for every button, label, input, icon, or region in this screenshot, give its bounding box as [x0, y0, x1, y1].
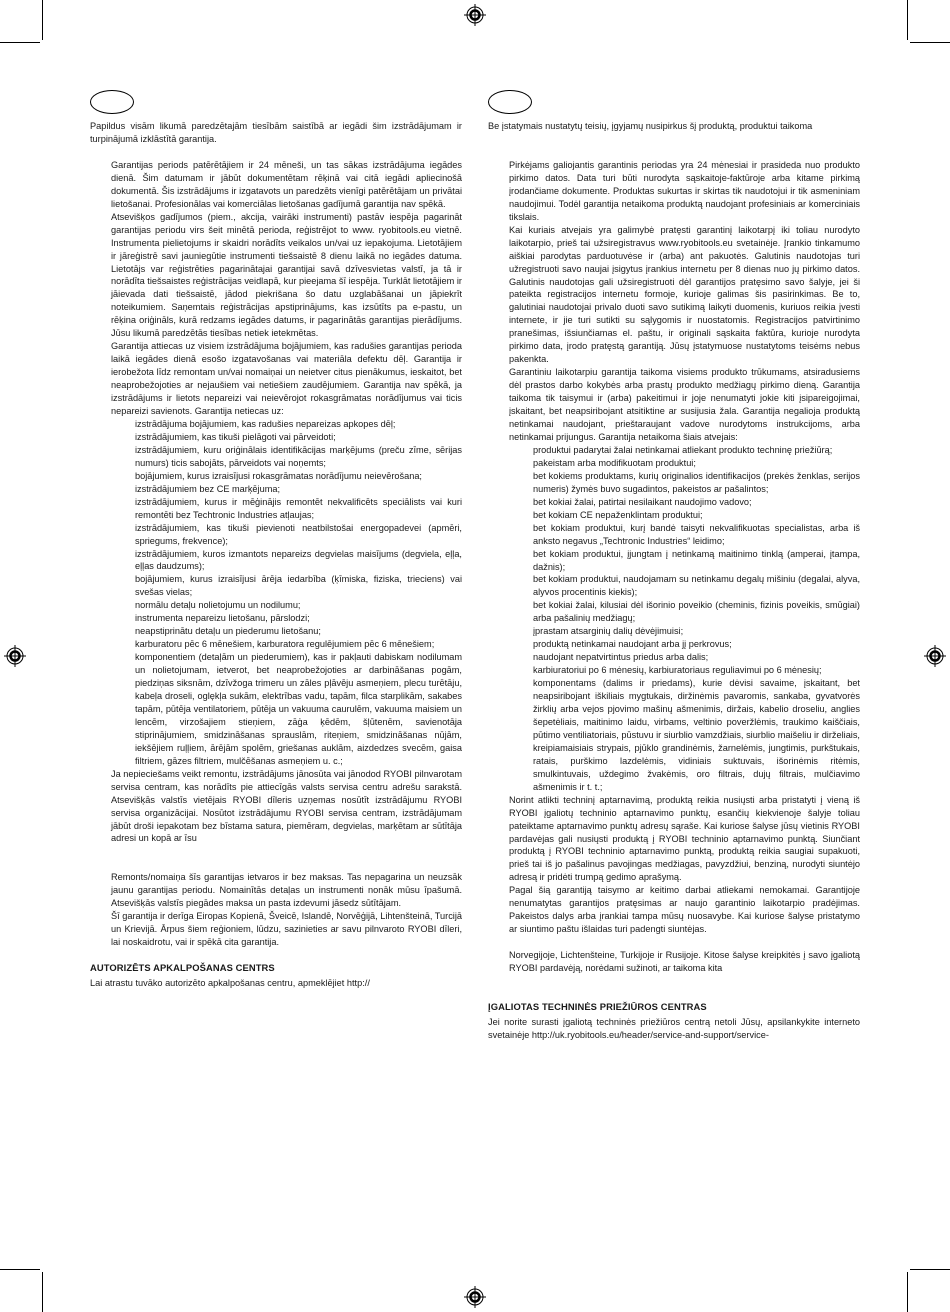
list-item: karbiuratoriui po 6 mėnesių, karbiuratoriaus reguliavimui po 6 mėnesių;: [533, 665, 822, 676]
crop-mark: [0, 1269, 40, 1270]
list-item: instrumenta nepareizu lietošanu, pārslodzi;: [135, 613, 310, 624]
language-badge: [488, 90, 532, 114]
crop-mark: [42, 1272, 43, 1312]
registration-mark-icon: [464, 4, 486, 26]
list-item: bet kokiems produktams, kurių originalios identifikacijos (prekės ženklas, serijos numeris) žymės buvo sugadintos, pakeistos ar pašalintos;: [533, 470, 860, 494]
crop-mark: [42, 0, 43, 40]
warranty-paragraphs: [488, 159, 860, 444]
paragraph: Atsevišķos gadījumos (piem., akcija, vairāki instrumenti) pastāv iespēja pagarināt garantijas periodu virs šeit minētā perioda, reģistrējot to www. ryobitools.eu vietnē. Instrumenta pielietojums ir skaidri norādīts veikalos un/vai uz iepakojuma. Lietotājiem ir jāreģistrē savi jauniegūtie instrumenti tiešsaistē 8 dienu laikā no iegādes datuma. Lietotājs var reģistrēties pagarinātajai garantijai savā dzīvesvietas valstī, ja tā ir norādīta tiešsaistes reģistrācijas veidlapā, kur pieejama šī iespēja. Turklāt lietotājiem ir jāievada dati tiešsaistē, jādod piekrišana šo datu uzglabāšanai un jāpiekrīt noteikumiem. Saņemtais reģistrācijas apstiprinājums, kas izsūtīts pa e-pastu, un rēķina oriģināls, kurā redzams iegādes datums, ir pagarinātās garantijas pierādījums. Jūsu likumā paredzētās tiesības netiek ietekmētas.: [111, 211, 462, 339]
exclusion-list: [90, 418, 462, 768]
service-centre-text: Jei norite surasti įgaliotą techninės priežiūros centrą netoli Jūsų, apsilankykite interneto svetainėje http://uk.ryobitools.eu/header/service-and-support/service-: [488, 1017, 860, 1040]
paragraph: Kai kuriais atvejais yra galimybė pratęsti garantinį laikotarpį iki toliau nurodyto laikotarpio, prieš tai užsiregistravus www.ryobitools.eu svetainėje. Įrankio tinkamumo aiškiai parodytas parduotuvėse ir (arba) ant pakuotės. Galutinis naudotojas turi užregistruoti savo naujai įsigytus įrankius internetu per 8 dienas nuo jų pirkimo datos. Galutinis naudotojas gali užsiregistruoti dėl garantijos pratęsimo savo šalyje, jei ši pateikta registracijos internetu formoje, kurioje galimas šis pasirinkimas. Be to, galutiniai naudotojai privalo duoti savo sutikimą laikyti duomenis, kuriuos reikia įvesti internete, ir jie turi sutikti su sąlygomis ir nuostatomis. Registracijos patvirtinimo pranešimas, išsiunčiamas el. paštu, ir originali sąskaita faktūra, kurioje nurodyta pirkimo data, įrodo pratęstą garantiją. Jūsų įstatymuose nustatytoms teisėms nebus pakenkta.: [509, 224, 860, 365]
list-item: įprastam atsarginių dalių dėvėjimuisi;: [533, 626, 684, 637]
registration-mark-icon: [924, 645, 946, 667]
section-heading: ĮGALIOTAS TECHNINĖS PRIEŽIŪROS CENTRAS: [488, 1001, 707, 1013]
service-paragraphs: [488, 794, 860, 975]
list-item: bojājumiem, kurus izraisījusi rokasgrāmatas norādījumu neievērošana;: [135, 470, 422, 481]
section-heading: AUTORIZĒTS APKALPOŠANAS CENTRS: [90, 962, 275, 974]
intro-text: Be įstatymais nustatytų teisių, įgyjamų nusipirkus šį produktą, produktui taikoma: [488, 121, 813, 131]
list-item: komponentiem (detaļām un piederumiem), kas ir pakļauti dabiskam nodilumam un nolietojumam, ietverot, bet neaprobežojoties ar darbināšanas pogām, piedziņas siksnām, dzīvžoga trimeru un zāles pļāvēju asmeņiem, plecu turētāju, kabeļa droseli, ogle̦kļa sukām, elektrības vadu, tapām, filca starplikām, sakabes tapām, pūtēja ventilatoriem, pūtēja un vakuuma caurulēm, vakuuma maisiem un lencēm, virzošajiem stieņiem, zāģa ķēdēm, šļūtenēm, savienotāja stiprinājumiem, smidzināšanas sprauslām, riteņiem, smidzināšanas nūjām, iekšējiem ruļļiem, ārējām spolēm, griešanas auklām, aizdedzes svecēm, gaisa filtriem, gāzes filtriem, mulčēšanas asmeņiem u. c.;: [135, 652, 462, 766]
list-item: izstrādājumiem, kas tikuši pielāgoti vai pārveidoti;: [135, 431, 336, 442]
list-item: normālu detaļu nolietojumu un nodilumu;: [135, 600, 301, 611]
list-item: bet kokiai žalai, patirtai nesilaikant naudojimo vadovo;: [533, 496, 752, 507]
list-item: bet kokiam CE nepaženklintam produktui;: [533, 509, 703, 520]
paragraph: Pirkėjams galiojantis garantinis periodas yra 24 mėnesiai ir prasideda nuo produkto pirkimo datos. Data turi būti nurodyta sąskaitoje-faktūroje arba kitame pirkimą įrodančiame dokumente. Produktas sukurtas ir skirtas tik naudotojui ir tik asmeniniam naudojimui. Todėl garantija netaikoma produktą naudojant profesiniais ar komerciniais tikslais.: [509, 159, 860, 222]
crop-mark: [0, 42, 40, 43]
list-item: produktą netinkamai naudojant arba jį perkrovus;: [533, 639, 732, 650]
list-item: bet kokiai žalai, kilusiai dėl išorinio poveikio (cheminis, fizinis poveikis, smūgiai) arba pašalinių medžiagų;: [533, 600, 860, 624]
crop-mark: [907, 1272, 908, 1312]
list-item: izstrādājumiem, kuros izmantots nepareizs degvielas maisījums (degviela, eļļa, eļļas daudzums);: [135, 548, 462, 572]
list-item: izstrādājumiem bez CE marķējuma;: [135, 483, 281, 494]
registration-mark-icon: [4, 645, 26, 667]
list-item: izstrādājumiem, kuru oriģinālais identifikācijas marķējums (preču zīme, sērijas numurs) ticis sabojāts, pārveidots vai noņemts;: [135, 444, 462, 468]
list-item: naudojant nepatvirtintus priedus arba dalis;: [533, 652, 709, 663]
list-item: karburatoru pēc 6 mēnešiem, karburatora regulējumiem pēc 6 mēnešiem;: [135, 639, 435, 650]
lithuanian-column: [488, 90, 860, 1042]
paragraph: Šī garantija ir derīga Eiropas Kopienā, Šveicē, Islandē, Norvēģijā, Lihtenšteinā, Turcijā un Krievijā. Ārpus šiem reģioniem, lūdzu, sazinieties ar savu pilnvaroto RYOBI dīleri, lai noskaidrotu, vai ir spēkā cita garantija.: [111, 911, 462, 948]
crop-mark: [907, 0, 908, 40]
paragraph: Remonts/nomaiņa šīs garantijas ietvaros ir bez maksas. Tas nepagarina un neuzsāk jaunu garantijas periodu. Nomainītās detaļas un instrumenti nonāk mūsu īpašumā. Atsevišķās valstīs piegādes maksa un pasta izdevumi jāsedz sūtītājam.: [111, 872, 462, 909]
exclusion-list: [488, 444, 860, 794]
paragraph: Garantijas periods patērētājiem ir 24 mēneši, un tas sākas izstrādājuma iegādes dienā. Šim datumam ir jābūt dokumentētam rēķinā vai citā iegādi apliecinošā dokumentā. Šis izstrādājums ir izgatavots un paredzēts vienīgi patērētājam un privātai lietošanai. Profesionālas vai komerciālas lietošanas gadījumā garantija nav spēkā.: [111, 159, 462, 209]
list-item: neapstiprinātu detaļu un piederumu lietošanu;: [135, 626, 321, 637]
list-item: produktui padarytai žalai netinkamai atliekant produkto techninę priežiūrą;: [533, 444, 833, 455]
registration-mark-icon: [464, 1286, 486, 1308]
paragraph: Ja nepieciešams veikt remontu, izstrādājums jānosūta vai jānodod RYOBI pilnvarotam servisa centram, kas norādīts pie attiecīgās valsts servisa centru adrešu sarakstā. Atsevišķās valstīs vietējais RYOBI dīleris uzņemas nosūtīt izstrādājumu RYOBI servisa organizācijai. Nosūtot izstrādājumu RYOBI servisa centram, izstrādājumam jābūt droši iepakotam bez bīstama satura, piemēram, degvielas, marķētam ar sūtītāja adresi un kopā ar īsu: [111, 768, 462, 844]
list-item: pakeistam arba modifikuotam produktui;: [533, 457, 696, 468]
list-item: bet kokiam produktui, įjungtam į netinkamą maitinimo tinklą (amperai, įtampa, dažnis);: [533, 548, 860, 572]
paragraph: Pagal šią garantiją taisymo ar keitimo darbai atliekami nemokamai. Garantijoje nenumatytas garantijos pratęsimas ar naujo garantinio laikotarpio pradėjimas. Pakeistos dalys arba įrankiai tampa mūsų nuosavybe. Kai kuriose šalyse pristatymo ar siuntimo paštu išlaidas turi padengti siuntėjas.: [509, 885, 860, 935]
list-item: bet kokiam produktui, kurį bandė taisyti nekvalifikuotas specialistas, arba iš anksto negavus „Techtronic Industries“ leidimo;: [533, 522, 860, 546]
paragraph: Garantiniu laikotarpiu garantija taikoma visiems produkto trūkumams, atsiradusiems dėl prastos darbo kokybės arba prastų produkto medžiagų pirkimo dieną. Garantija taikoma tik taisymui ir (arba) pakeitimui ir joje nenumatyti jokie kiti įsipareigojimai, įskaitant, bet neapsiribojant atsitiktine ar susijusia žala. Garantija negalioja produktą netinkamai naudojant, prieštaraujant vadove nurodytoms instrukcijoms, arba netinkamai prijungus. Garantija netaikoma šiais atvejais:: [509, 367, 860, 442]
latvian-column: [90, 90, 462, 990]
service-centre-text: Lai atrastu tuvāko autorizēto apkalpošanas centru, apmeklējiet http://: [90, 978, 370, 989]
list-item: izstrādājumiem, kas tikuši pievienoti neatbilstošai energopadevei (apmēri, spriegums, frekvence);: [135, 522, 462, 546]
list-item: bet kokiam produktui, naudojamam su netinkamu degalų mišiniu (degalai, alyva, alyvos procentinis kiekis);: [533, 574, 860, 598]
list-item: izstrādājumiem, kurus ir mēģinājis remontēt nekvalificēts speciālists vai kuri remontēti bez Techtronic Industries atļaujas;: [135, 496, 462, 520]
service-paragraphs: [90, 768, 462, 949]
list-item: komponentams (dalims ir priedams), kurie dėvisi savaime, įskaitant, bet neapsiribojant iškiliais mygtukais, diržinėmis pavaromis, sankaba, gyvatvorės žirklių arba vejos pjovimo mašinų ašmenimis, diržais, kabelio droseliu, anglies šepetėliais, maitinimo laidu, virbams, veltinio poveržlėmis, traukimo kaiščiais, pūtimo ventiliatoriais, pūstuvu ir siurblio vamzdžiais, siurblio maišeliu ir dirželiais, kreipiamaisiais strypais, pjūklo grandinėmis, žarnelėmis, jungtimis, purkštukais, ratais, purškimo lazdelėmis, vidiniais suktuvais, išorinėmis ritėmis, smulkintuvais, uždegimo žvakėmis, oro filtrais, dujų filtrais, mulčiavimo ašmenimis ir t. t.;: [533, 678, 860, 792]
crop-mark: [910, 1269, 950, 1270]
paragraph: Norvegijoje, Lichtenšteine, Turkijoje ir Rusijoje. Kitose šalyse kreipkitės į savo įgaliotą RYOBI pardavėją, norėdami sužinoti, ar taikoma kita: [509, 950, 860, 974]
warranty-paragraphs: [90, 159, 462, 418]
list-item: bojājumiem, kurus izraisījusi ārēja iedarbība (ķīmiska, fiziska, trieciens) vai svešas vielas;: [135, 574, 462, 598]
crop-mark: [910, 42, 950, 43]
paragraph: Garantija attiecas uz visiem izstrādājuma bojājumiem, kas radušies garantijas perioda laikā iegādes dienā esošo izgatavošanas vai materiāla defektu dēļ. Garantija ir ierobežota līdz remontam un/vai nomaiņai un neietver citus pienākumus, ieskaitot, bet neaprobežojoties ar nejaušiem vai netiešiem zaudējumiem. Garantija nav spēkā, ja izstrādājums ir lietots nepareizi vai neievērojot rokasgrāmatas norādījumus vai ticis nepareizi savienots. Garantija netiecas uz:: [111, 341, 462, 417]
list-item: izstrādājuma bojājumiem, kas radušies nepareizas apkopes dēļ;: [135, 418, 396, 429]
language-badge: [90, 90, 134, 114]
intro-text: Papildus visām likumā paredzētajām tiesībām saistībā ar iegādi šim izstrādājumam ir turpinājumā izklāstītā garantija.: [90, 121, 462, 144]
paragraph: Norint atlikti techninį aptarnavimą, produktą reikia nusiųsti arba pristatyti į vieną iš RYOBI įgaliotų techninio aptarnavimo punktų, esančių kiekvienoje šalyje toliau pateiktame aptarnavimo punktų adresų sąraše. Kai kuriose šalyse jūsų vietinis RYOBI pardavėjas gali nusiųsti produktą į RYOBI techninio aptarnavimo punktą. Siunčiant produktą į RYOBI techninio aptarnavimo punktą, produktą reikia saugiai supakuoti, prieš tai iš jo pašalinus pavojingas medžiagas, pavyzdžiui, benziną, nurodyti siuntėjo adresą ir pridėti trumpą gedimo aprašymą.: [509, 794, 860, 883]
